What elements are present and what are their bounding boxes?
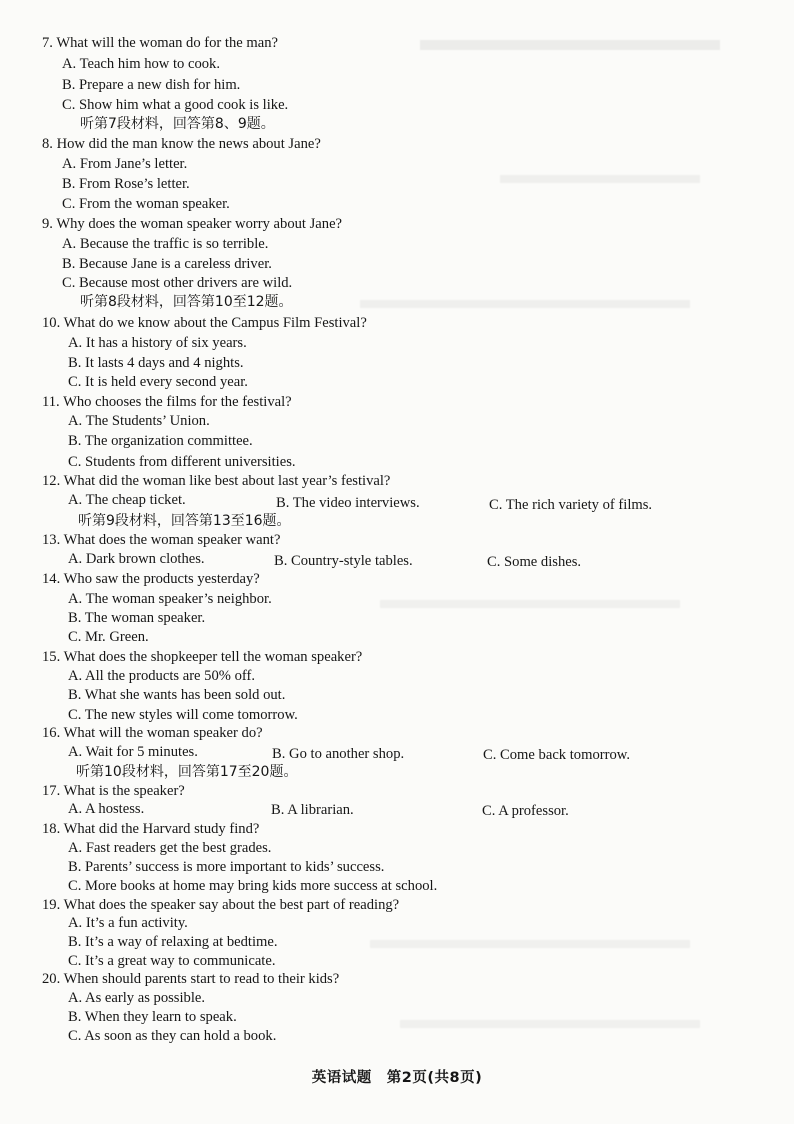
- q8-option-b: B. From Rose’s letter.: [62, 176, 190, 192]
- question-19-stem: 19. What does the speaker say about the best part of reading?: [42, 897, 400, 913]
- q9-option-b: B. Because Jane is a careless driver.: [62, 256, 272, 272]
- question-7-stem: 7. What will the woman do for the man?: [42, 35, 279, 51]
- q17-option-c: C. A professor.: [482, 803, 569, 819]
- q18-option-b: B. Parents’ success is more important to kids’ success.: [68, 859, 385, 875]
- page-footer: 英语试题 第2页(共8页): [311, 1070, 483, 1086]
- question-20-stem: 20. When should parents start to read to their kids?: [42, 971, 340, 987]
- q12-option-c: C. The rich variety of films.: [489, 497, 653, 513]
- q14-option-c: C. Mr. Green.: [68, 629, 149, 645]
- q18-option-c: C. More books at home may bring kids more success at school.: [68, 878, 438, 894]
- q16-option-b: B. Go to another shop.: [272, 746, 405, 762]
- q13-option-a: A. Dark brown clothes.: [68, 551, 205, 567]
- q12-option-b: B. The video interviews.: [276, 495, 420, 511]
- q9-option-a: A. Because the traffic is so terrible.: [62, 236, 269, 252]
- section-10-instruction: 听第10段材料，回答第17至20题。: [76, 764, 298, 780]
- q20-option-c: C. As soon as they can hold a book.: [68, 1028, 277, 1044]
- q15-option-a: A. All the products are 50% off.: [68, 668, 255, 684]
- q11-option-b: B. The organization committee.: [68, 433, 253, 449]
- q7-option-a: A. Teach him how to cook.: [62, 56, 220, 72]
- q15-option-b: B. What she wants has been sold out.: [68, 687, 286, 703]
- question-13-stem: 13. What does the woman speaker want?: [42, 532, 281, 548]
- q12-option-a: A. The cheap ticket.: [68, 492, 186, 508]
- q20-option-b: B. When they learn to speak.: [68, 1009, 237, 1025]
- q20-option-a: A. As early as possible.: [68, 990, 206, 1006]
- q14-option-b: B. The woman speaker.: [68, 610, 206, 626]
- q11-option-c: C. Students from different universities.: [68, 454, 296, 470]
- q10-option-c: C. It is held every second year.: [68, 374, 248, 390]
- q13-option-b: B. Country-style tables.: [274, 553, 413, 569]
- q19-option-a: A. It’s a fun activity.: [68, 915, 188, 931]
- question-14-stem: 14. Who saw the products yesterday?: [42, 571, 260, 587]
- question-9-stem: 9. Why does the woman speaker worry about Jane?: [42, 216, 343, 232]
- q10-option-b: B. It lasts 4 days and 4 nights.: [68, 355, 244, 371]
- q8-option-c: C. From the woman speaker.: [62, 196, 230, 212]
- question-10-stem: 10. What do we know about the Campus Film Festival?: [42, 315, 367, 331]
- question-16-stem: 16. What will the woman speaker do?: [42, 725, 263, 741]
- q18-option-a: A. Fast readers get the best grades.: [68, 840, 272, 856]
- section-7-instruction: 听第7段材料，回答第8、9题。: [80, 116, 275, 132]
- q7-option-b: B. Prepare a new dish for him.: [62, 77, 241, 93]
- question-12-stem: 12. What did the woman like best about last year’s festival?: [42, 473, 391, 489]
- q14-option-a: A. The woman speaker’s neighbor.: [68, 591, 272, 607]
- q19-option-b: B. It’s a way of relaxing at bedtime.: [68, 934, 278, 950]
- question-15-stem: 15. What does the shopkeeper tell the woman speaker?: [42, 649, 363, 665]
- q8-option-a: A. From Jane’s letter.: [62, 156, 188, 172]
- section-9-instruction: 听第9段材料，回答第13至16题。: [78, 513, 291, 529]
- q7-option-c: C. Show him what a good cook is like.: [62, 97, 289, 113]
- q11-option-a: A. The Students’ Union.: [68, 413, 210, 429]
- q17-option-b: B. A librarian.: [271, 802, 354, 818]
- q10-option-a: A. It has a history of six years.: [68, 335, 247, 351]
- q17-option-a: A. A hostess.: [68, 801, 145, 817]
- q16-option-c: C. Come back tomorrow.: [483, 747, 630, 763]
- q15-option-c: C. The new styles will come tomorrow.: [68, 707, 298, 723]
- question-11-stem: 11. Who chooses the films for the festival?: [42, 394, 292, 410]
- q19-option-c: C. It’s a great way to communicate.: [68, 953, 276, 969]
- question-18-stem: 18. What did the Harvard study find?: [42, 821, 260, 837]
- section-8-instruction: 听第8段材料，回答第10至12题。: [80, 294, 293, 310]
- q9-option-c: C. Because most other drivers are wild.: [62, 275, 293, 291]
- q13-option-c: C. Some dishes.: [487, 554, 582, 570]
- question-17-stem: 17. What is the speaker?: [42, 783, 185, 799]
- q16-option-a: A. Wait for 5 minutes.: [68, 744, 198, 760]
- question-8-stem: 8. How did the man know the news about Jane?: [42, 136, 321, 152]
